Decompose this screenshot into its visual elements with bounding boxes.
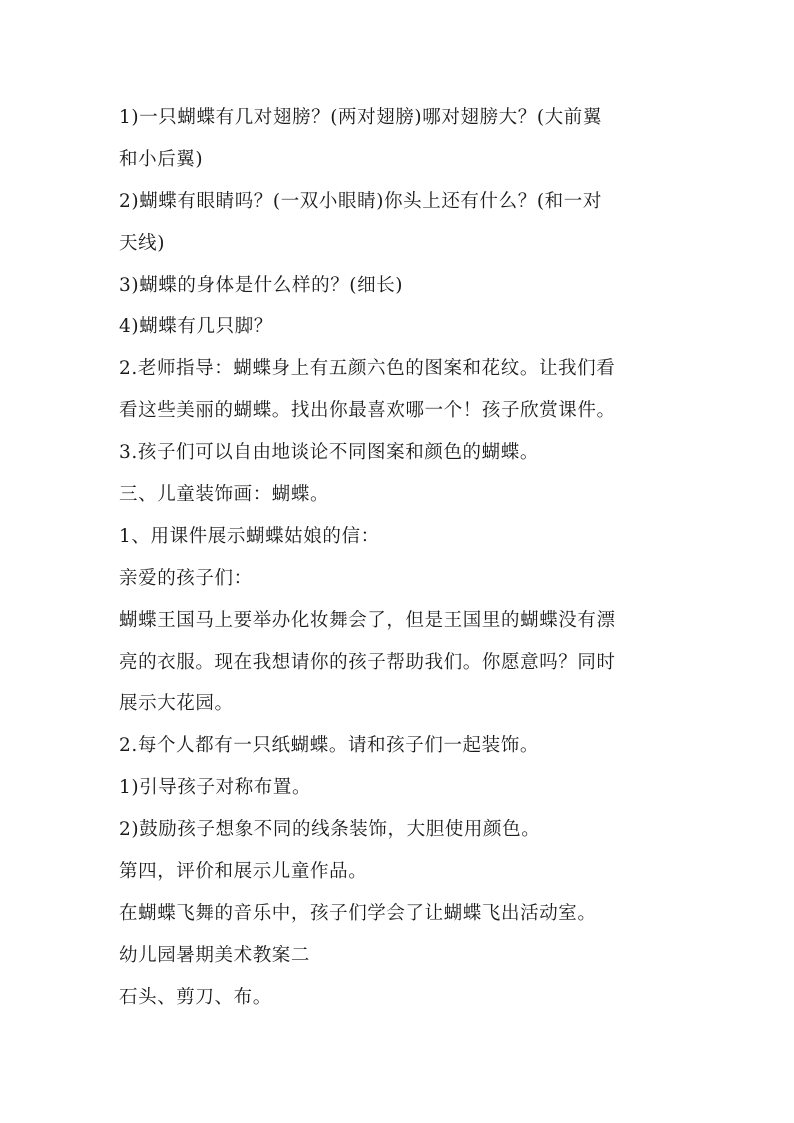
text-line: 1)一只蝴蝶有几对翅膀？(两对翅膀)哪对翅膀大？(大前翼 xyxy=(119,107,602,128)
section-heading: 三、儿童装饰画：蝴蝶。 xyxy=(119,484,330,506)
text-line: 2.每个人都有一只纸蝴蝶。请和孩子们一起装饰。 xyxy=(119,735,539,757)
letter-salutation: 亲爱的孩子们： xyxy=(119,567,253,589)
text-line: 在蝴蝶飞舞的音乐中，孩子们学会了让蝴蝶飞出活动室。 xyxy=(119,902,597,924)
text-line: 第四，评价和展示儿童作品。 xyxy=(119,861,368,883)
text-line: 天线) xyxy=(119,232,166,254)
document-subtitle: 幼儿园暑期美术教案二 xyxy=(119,944,311,966)
text-line: 3.孩子们可以自由地谈论不同图案和颜色的蝴蝶。 xyxy=(119,442,539,464)
text-line: 看这些美丽的蝴蝶。找出你最喜欢哪一个！孩子欣赏课件。 xyxy=(119,400,616,422)
text-line: 2)蝴蝶有眼睛吗？(一双小眼睛)你头上还有什么？(和一对 xyxy=(119,190,602,212)
text-line: 4)蝴蝶有几只脚？ xyxy=(119,316,273,338)
text-line: 展示大花园。 xyxy=(119,693,234,715)
text-line: 和小后翼) xyxy=(119,148,204,170)
text-line: 亮的衣服。现在我想请你的孩子帮助我们。你愿意吗？同时 xyxy=(119,651,616,673)
text-line: 1)引导孩子对称布置。 xyxy=(119,777,312,799)
text-line: 1、用课件展示蝴蝶姑娘的信： xyxy=(119,525,380,547)
text-line: 石头、剪刀、布。 xyxy=(119,986,272,1008)
document-body xyxy=(119,100,699,1022)
text-line: 2)鼓励孩子想象不同的线条装饰，大胆使用颜色。 xyxy=(119,819,541,841)
text-line: 2.老师指导：蝴蝶身上有五颜六色的图案和花纹。让我们看 xyxy=(119,358,616,380)
text-line: 3)蝴蝶的身体是什么样的？(细长) xyxy=(119,274,404,296)
text-line: 蝴蝶王国马上要举办化妆舞会了，但是王国里的蝴蝶没有漂 xyxy=(119,609,616,631)
